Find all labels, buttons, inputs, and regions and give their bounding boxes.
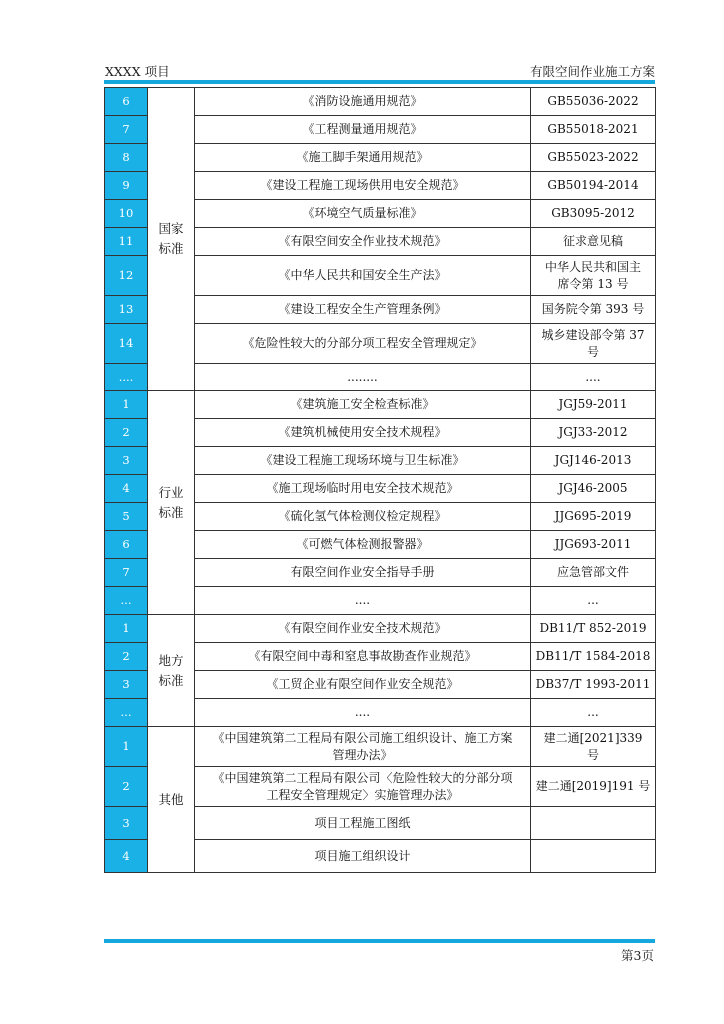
standard-code: JGJ33-2012 bbox=[531, 419, 656, 447]
standard-name: 《建筑机械使用安全技术规程》 bbox=[195, 419, 531, 447]
standard-code: 国务院令第 393 号 bbox=[531, 296, 656, 324]
standard-name: 《工程测量通用规范》 bbox=[195, 116, 531, 144]
standard-code: JJG695-2019 bbox=[531, 503, 656, 531]
standards-table-body bbox=[105, 88, 656, 873]
standard-code: DB11/T 1584-2018 bbox=[531, 643, 656, 671]
standard-code bbox=[531, 840, 656, 873]
category-label: 国家 标准 bbox=[148, 88, 195, 391]
table-row bbox=[105, 727, 656, 767]
standard-code: 征求意见稿 bbox=[531, 228, 656, 256]
row-number: 13 bbox=[105, 296, 148, 324]
standard-code bbox=[531, 807, 656, 840]
row-number: 2 bbox=[105, 767, 148, 807]
standard-code: 建二通[2021]339 号 bbox=[531, 727, 656, 767]
standard-name: 有限空间作业安全指导手册 bbox=[195, 559, 531, 587]
table-row bbox=[105, 88, 656, 116]
standard-name: .... bbox=[195, 699, 531, 727]
standard-code: GB3095-2012 bbox=[531, 200, 656, 228]
row-number: 8 bbox=[105, 144, 148, 172]
table-row bbox=[105, 391, 656, 419]
standard-name: 《建设工程安全生产管理条例》 bbox=[195, 296, 531, 324]
row-number: .... bbox=[105, 364, 148, 391]
standard-name: 《工贸企业有限空间作业安全规范》 bbox=[195, 671, 531, 699]
row-number: 1 bbox=[105, 391, 148, 419]
standard-name: 《消防设施通用规范》 bbox=[195, 88, 531, 116]
row-number: 2 bbox=[105, 419, 148, 447]
standard-name: .... bbox=[195, 587, 531, 615]
standard-name: 《有限空间中毒和窒息事故勘查作业规范》 bbox=[195, 643, 531, 671]
standard-name: 《建设工程施工现场环境与卫生标准》 bbox=[195, 447, 531, 475]
standard-code: ... bbox=[531, 699, 656, 727]
standard-name: 《中国建筑第二工程局有限公司施工组织设计、施工方案 管理办法》 bbox=[195, 727, 531, 767]
row-number: 14 bbox=[105, 324, 148, 364]
header-rule bbox=[104, 80, 655, 84]
row-number: 10 bbox=[105, 200, 148, 228]
standard-name: 项目工程施工图纸 bbox=[195, 807, 531, 840]
standard-code: 中华人民共和国主 席令第 13 号 bbox=[531, 256, 656, 296]
row-number: 12 bbox=[105, 256, 148, 296]
standard-code: GB55018-2021 bbox=[531, 116, 656, 144]
standards-table bbox=[104, 87, 656, 873]
category-label: 行业 标准 bbox=[148, 391, 195, 615]
standard-code: .... bbox=[531, 364, 656, 391]
standard-name: 《建设工程施工现场供用电安全规范》 bbox=[195, 172, 531, 200]
standard-code: 应急管部文件 bbox=[531, 559, 656, 587]
category-label: 其他 bbox=[148, 727, 195, 873]
standard-code: JGJ146-2013 bbox=[531, 447, 656, 475]
row-number: 3 bbox=[105, 807, 148, 840]
standard-name: 《硫化氢气体检测仪检定规程》 bbox=[195, 503, 531, 531]
standard-name: 《建筑施工安全检查标准》 bbox=[195, 391, 531, 419]
standard-name: 《施工现场临时用电安全技术规范》 bbox=[195, 475, 531, 503]
standard-code: GB55036-2022 bbox=[531, 88, 656, 116]
standard-code: GB55023-2022 bbox=[531, 144, 656, 172]
standard-code: DB37/T 1993-2011 bbox=[531, 671, 656, 699]
row-number: 5 bbox=[105, 503, 148, 531]
standard-code: JJG693-2011 bbox=[531, 531, 656, 559]
row-number: 2 bbox=[105, 643, 148, 671]
standard-name: 项目施工组织设计 bbox=[195, 840, 531, 873]
row-number: ... bbox=[105, 587, 148, 615]
standard-name: 《环境空气质量标准》 bbox=[195, 200, 531, 228]
standard-name: 《中国建筑第二工程局有限公司〈危险性较大的分部分项 工程安全管理规定〉实施管理办法》 bbox=[195, 767, 531, 807]
table-row bbox=[105, 615, 656, 643]
page-number: 第3页 bbox=[621, 948, 654, 963]
row-number: 9 bbox=[105, 172, 148, 200]
standard-name: ........ bbox=[195, 364, 531, 391]
row-number: 7 bbox=[105, 559, 148, 587]
row-number: 4 bbox=[105, 475, 148, 503]
standard-code: ... bbox=[531, 587, 656, 615]
header-right: 有限空间作业施工方案 bbox=[529, 64, 655, 79]
row-number: 1 bbox=[105, 615, 148, 643]
standard-name: 《中华人民共和国安全生产法》 bbox=[195, 256, 531, 296]
row-number: 7 bbox=[105, 116, 148, 144]
standard-code: 城乡建设部令第 37 号 bbox=[531, 324, 656, 364]
row-number: 6 bbox=[105, 531, 148, 559]
row-number: 4 bbox=[105, 840, 148, 873]
row-number: ... bbox=[105, 699, 148, 727]
standard-name: 《施工脚手架通用规范》 bbox=[195, 144, 531, 172]
standard-code: JGJ46-2005 bbox=[531, 475, 656, 503]
standard-code: GB50194-2014 bbox=[531, 172, 656, 200]
standard-code: 建二通[2019]191 号 bbox=[531, 767, 656, 807]
row-number: 1 bbox=[105, 727, 148, 767]
standard-name: 《有限空间安全作业技术规范》 bbox=[195, 228, 531, 256]
header-left: XXXX 项目 bbox=[105, 64, 170, 79]
row-number: 3 bbox=[105, 447, 148, 475]
standard-name: 《有限空间作业安全技术规范》 bbox=[195, 615, 531, 643]
footer-rule bbox=[104, 939, 655, 943]
row-number: 3 bbox=[105, 671, 148, 699]
row-number: 11 bbox=[105, 228, 148, 256]
standard-code: DB11/T 852-2019 bbox=[531, 615, 656, 643]
standard-code: JGJ59-2011 bbox=[531, 391, 656, 419]
standard-name: 《可燃气体检测报警器》 bbox=[195, 531, 531, 559]
category-label: 地方 标准 bbox=[148, 615, 195, 727]
row-number: 6 bbox=[105, 88, 148, 116]
standard-name: 《危险性较大的分部分项工程安全管理规定》 bbox=[195, 324, 531, 364]
